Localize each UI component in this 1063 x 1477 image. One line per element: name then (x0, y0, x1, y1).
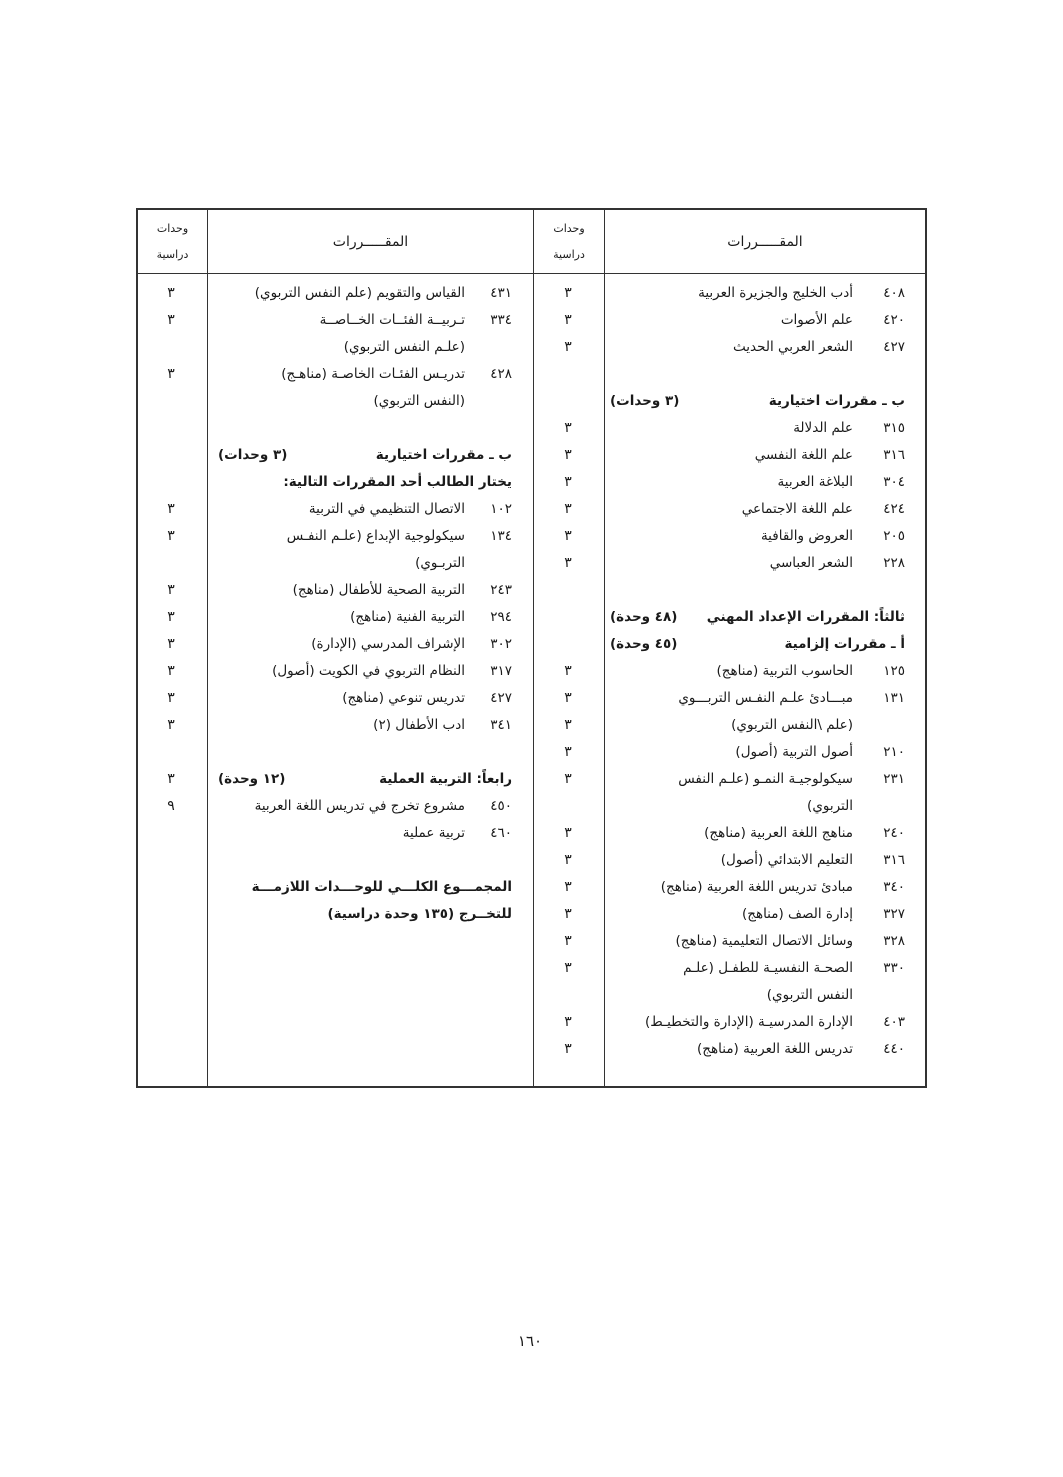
course-title: وسائل الاتصال التعليمية (مناهج) (675, 933, 853, 949)
course-title: (علم \النفس التربوي) (731, 717, 853, 733)
section-heading (0, 874, 1063, 901)
course-units: ٣ (564, 771, 572, 787)
course-row (0, 847, 1063, 874)
course-title: الحاسوب التربية (مناهج) (716, 663, 853, 679)
course-units: ٣ (564, 555, 572, 571)
course-title: النفس التربوي) (766, 987, 853, 1003)
course-units: ٣ (564, 501, 572, 517)
course-title: الاتصال التنظيمي في التربية (308, 501, 465, 517)
course-code: ٤٢٨ (490, 366, 512, 382)
course-code: ٤٦٠ (490, 825, 512, 841)
course-code: ٤٢٧ (883, 339, 905, 355)
course-code: ٣٢٨ (883, 933, 905, 949)
course-title: البلاغة العربية (777, 474, 853, 490)
course-units: ٩ (167, 798, 175, 814)
course-title: مشروع تخرج في تدريس اللغة العربية (254, 798, 465, 814)
header-divider (138, 273, 925, 274)
course-code: ٢٢٨ (883, 555, 905, 571)
course-title: تربية عملية (402, 825, 465, 841)
course-row (0, 388, 1063, 415)
course-title: مناهج اللغة العربية (مناهج) (704, 825, 853, 841)
section-title: للتخــرج (١٣٥ وحدة دراسية) (327, 906, 512, 922)
course-code: ٤٠٨ (883, 285, 905, 301)
course-units: ٣ (167, 501, 175, 517)
course-code: ٣٢٧ (883, 906, 905, 922)
course-title: القياس والتقويم (علم النفس التربوي) (254, 285, 465, 301)
section-heading (0, 442, 1063, 469)
course-title: التربية الفنية (مناهج) (350, 609, 465, 625)
course-units: ٣ (564, 879, 572, 895)
course-units: ٣ (167, 582, 175, 598)
course-row (0, 1036, 1063, 1063)
course-title: الإشراف المدرسي (الإدارة) (311, 636, 465, 652)
course-code: ٤٢٤ (883, 501, 905, 517)
section-title: ب ـ مقررات اختيارية (768, 393, 905, 409)
course-units: ٣ (564, 420, 572, 436)
course-code: ٣١٥ (883, 420, 905, 436)
course-units: ٣ (564, 825, 572, 841)
units-header-line: دراسية (156, 247, 189, 261)
units-header-line: دراسية (553, 247, 585, 261)
course-units: ٣ (167, 528, 175, 544)
course-title: (النفس التربوي) (373, 393, 465, 409)
course-title: الشعر العباسي (769, 555, 853, 571)
course-title: تـربيــة الفئــات الخــاصــة (319, 312, 465, 328)
course-units: ٣ (167, 717, 175, 733)
section-heading (0, 469, 1063, 496)
course-units: ٣ (564, 933, 572, 949)
course-code: ٤٣١ (490, 285, 512, 301)
course-title: الإدارة المدرسيـة (الإدارة والتخطيـط) (645, 1014, 853, 1030)
course-code: ٣١٦ (883, 447, 905, 463)
courses-header-left: المقـــــررات (332, 233, 409, 250)
course-code: ٤٢٠ (883, 312, 905, 328)
course-row (0, 955, 1063, 982)
units-header-line: وحدات (156, 221, 189, 235)
course-units: ٣ (167, 609, 175, 625)
course-code: ١٣٤ (490, 528, 512, 544)
course-units: ٣ (167, 636, 175, 652)
course-row (0, 820, 1063, 847)
course-units: ٣ (564, 339, 572, 355)
course-units: ٣ (564, 744, 572, 760)
course-title: إدارة الصف (مناهج) (741, 906, 853, 922)
course-units: ٣ (564, 1014, 572, 1030)
section-title: المجمـــوع الكلـــي للوحـــدات اللازمـــة (251, 879, 512, 895)
section-title: ثالثاً: المقررات الإعداد المهني (706, 609, 905, 625)
course-code: ٣١٦ (883, 852, 905, 868)
course-title: تدريس تنوعي (مناهج) (342, 690, 465, 706)
course-title: التربوي) (807, 798, 853, 814)
course-code: ١٣١ (883, 690, 905, 706)
course-units: ٣ (167, 312, 175, 328)
course-row (0, 550, 1063, 577)
course-code: ٤٥٠ (490, 798, 512, 814)
course-code: ٢٣١ (883, 771, 905, 787)
course-units: ٣ (564, 690, 572, 706)
course-units: ٣ (564, 312, 572, 328)
section-units-note: (٤٥ وحدة) (610, 636, 678, 652)
section-units-note: (٣ وحدات) (610, 393, 680, 409)
course-row (0, 982, 1063, 1009)
course-code: ٢٤٠ (883, 825, 905, 841)
course-title: الصحـة النفسيـة للطفـل (علـم (683, 960, 853, 976)
section-units-note: (٤٨ وحدة) (610, 609, 678, 625)
course-code: ٤٤٠ (883, 1041, 905, 1057)
course-title: تدريـس الفئـات الخاصـة (مناهـج) (281, 366, 465, 382)
courses-header-right: المقـــــررات (727, 233, 803, 250)
course-title: التعليم الابتدائي (أصول) (720, 852, 853, 868)
course-code: ٢١٠ (883, 744, 905, 760)
course-title: النظام التربوي في الكويت (أصول) (272, 663, 465, 679)
course-title: علم اللغة النفسي (754, 447, 853, 463)
section-units-note: (١٢ وحدة) (218, 771, 286, 787)
section-units-note: (٣ وحدات) (218, 447, 288, 463)
course-code: ١٢٥ (883, 663, 905, 679)
course-title: ادب الأطفال (٢) (373, 717, 465, 733)
course-units: ٣ (564, 663, 572, 679)
course-code: ٢٩٤ (490, 609, 512, 625)
units-header-left (138, 210, 207, 273)
course-code: ٣٤١ (490, 717, 512, 733)
course-units: ٣ (564, 285, 572, 301)
course-code: ٣٤٠ (883, 879, 905, 895)
course-units: ٣ (564, 852, 572, 868)
course-title: تدريس اللغة العربية (مناهج) (697, 1041, 853, 1057)
course-units: ٣ (564, 960, 572, 976)
course-row (0, 415, 1063, 442)
course-units: ٣ (564, 906, 572, 922)
course-units: ٣ (167, 663, 175, 679)
course-title: مبـــادئ علـم النفـس التربـــوي (678, 690, 853, 706)
section-title: يختار الطالب أحد المقررات التالية: (283, 474, 512, 490)
course-units: ٣ (167, 771, 175, 787)
course-code: ٤٠٣ (883, 1014, 905, 1030)
units-header-right (534, 210, 604, 273)
course-code: ٢٤٣ (490, 582, 512, 598)
units-header-line: وحدات (553, 221, 585, 235)
course-title: علم اللغة الاجتماعي (741, 501, 853, 517)
course-row (0, 1009, 1063, 1036)
course-code: ٣١٧ (490, 663, 512, 679)
section-title: أ ـ مقررات إلزامية (784, 636, 905, 652)
course-units: ٣ (167, 285, 175, 301)
course-row (0, 739, 1063, 766)
page-number: ١٦٠ (517, 1332, 543, 1350)
course-units: ٣ (564, 528, 572, 544)
course-units: ٣ (564, 1041, 572, 1057)
section-title: ب ـ مقررات اختيارية (375, 447, 512, 463)
course-row (0, 928, 1063, 955)
course-title: سيكولوجية الإبداع (علـم النفـس (286, 528, 465, 544)
course-title: أدب الخليج والجزيرة العربية (698, 285, 853, 301)
course-title: التربية الصحية للأطفال (مناهج) (292, 582, 465, 598)
course-code: ٣٣٠ (883, 960, 905, 976)
section-heading (0, 901, 1063, 928)
course-units: ٣ (564, 717, 572, 733)
course-units: ٣ (167, 366, 175, 382)
course-code: ٤٢٧ (490, 690, 512, 706)
section-title: رابعاً: التربية العملية (379, 771, 512, 787)
course-units: ٣ (564, 474, 572, 490)
course-code: ٣٣٤ (490, 312, 512, 328)
course-code: ٢٠٥ (883, 528, 905, 544)
course-units: ٣ (167, 690, 175, 706)
course-row (0, 334, 1063, 361)
course-code: ٣٠٢ (490, 636, 512, 652)
course-title: علم الدلالة (793, 420, 853, 436)
course-units: ٣ (564, 447, 572, 463)
course-title: سيكولوجيـة النمـو (علـم النفس (678, 771, 853, 787)
course-code: ١٠٢ (490, 501, 512, 517)
course-title: علم الأصوات (780, 312, 853, 328)
course-title: الشعر العربي الحديث (733, 339, 853, 355)
course-title: مبادئ تدريس اللغة العربية (مناهج) (660, 879, 853, 895)
course-title: التربـوي) (415, 555, 465, 571)
course-title: العروض والقافية (760, 528, 853, 544)
course-code: ٣٠٤ (883, 474, 905, 490)
course-title: (علـم النفس التربوي) (343, 339, 465, 355)
course-title: أصول التربية (أصول) (735, 744, 853, 760)
